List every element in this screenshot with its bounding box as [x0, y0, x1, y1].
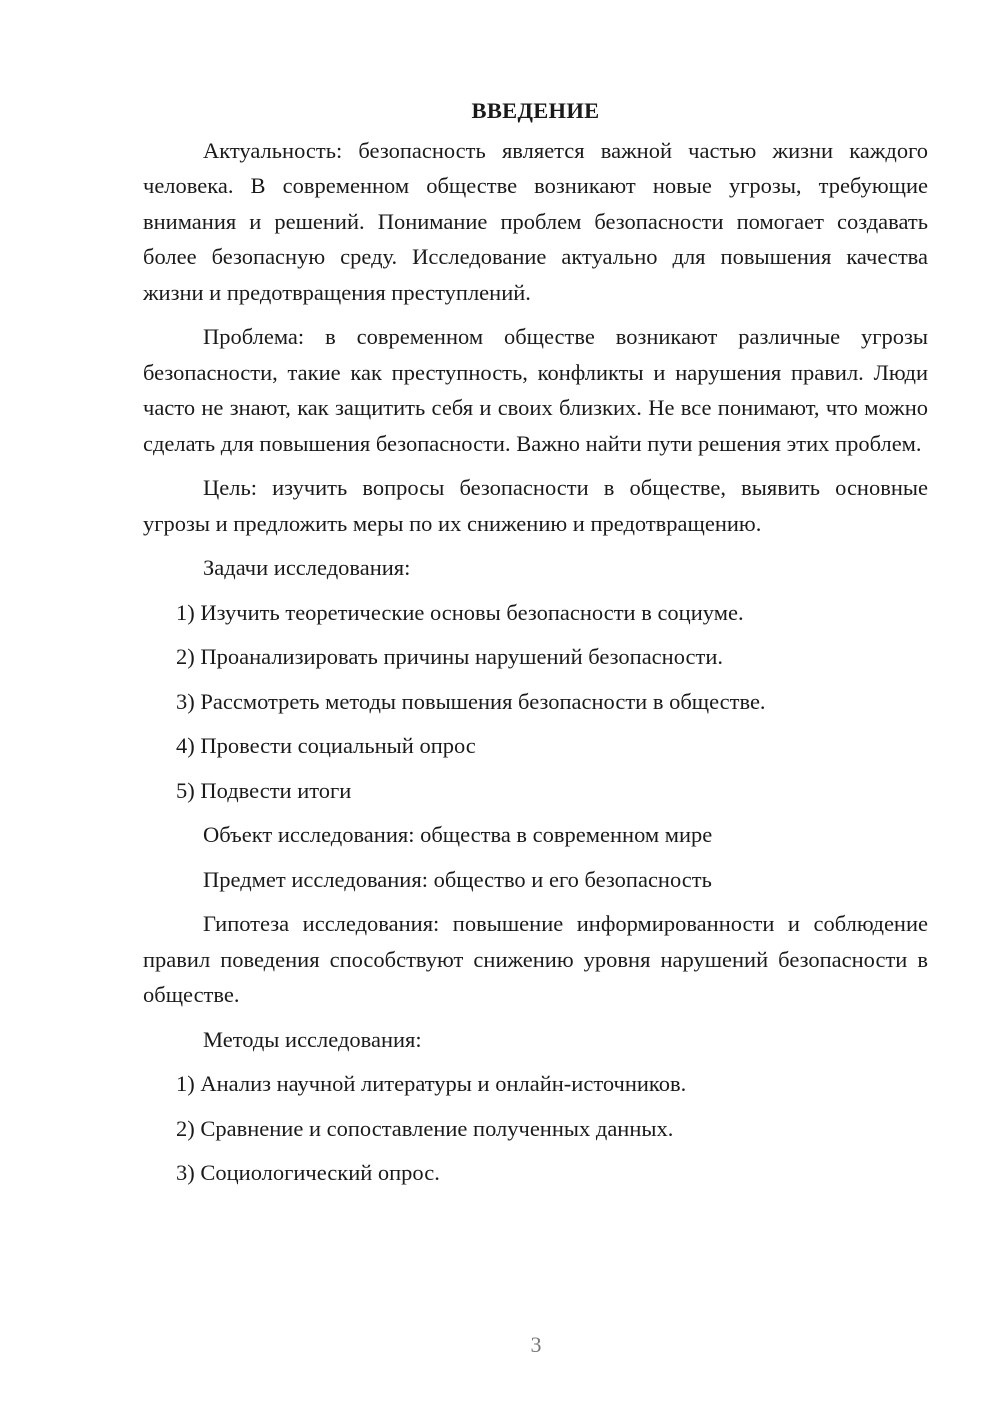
paragraph-relevance: Актуальность: безопасность является важной частью жизни каждого человека. В современном обществе возникают новые угрозы, требующие внимания и решений. Понимание проблем безопасности помогает создавать более безопасную среду. Исследование актуально для повышения качества жизни и предотвращения преступлений.	[143, 137, 928, 305]
page-number: 3	[530, 1332, 542, 1357]
list-item: 5) Подвести итоги	[176, 777, 352, 803]
paragraph-goal: Цель: изучить вопросы безопасности в обществе, выявить основные угрозы и предложить меры по их снижению и предотвращению.	[143, 475, 928, 536]
list-item: 2) Сравнение и сопоставление полученных данных.	[176, 1115, 674, 1141]
tasks-heading: Задачи исследования:	[203, 555, 411, 580]
paragraph-hypothesis: Гипотеза исследования: повышение информированности и соблюдение правил поведения способствуют снижению уровня нарушений безопасности в обществе.	[143, 911, 928, 1007]
page-title: ВВЕДЕНИЕ	[471, 98, 600, 123]
paragraph-problem: Проблема: в современном обществе возникают различные угрозы безопасности, такие как преступность, конфликты и нарушения правил. Люди часто не знают, как защитить себя и своих близких. Не все понимают, что можно сделать для повышения безопасности. Важно найти пути решения этих проблем.	[143, 324, 928, 456]
paragraph-object: Объект исследования: общества в современном мире	[203, 822, 713, 847]
list-item: 1) Анализ научной литературы и онлайн-источников.	[176, 1071, 687, 1096]
document-body	[143, 93, 928, 1200]
tasks-list	[143, 595, 928, 809]
methods-list	[143, 1066, 928, 1191]
list-item: 1) Изучить теоретические основы безопасности в социуме.	[176, 599, 744, 625]
paragraph-subject: Предмет исследования: общество и его безопасность	[203, 866, 712, 892]
list-item: 2) Проанализировать причины нарушений безопасности.	[176, 644, 724, 669]
methods-heading: Методы исследования:	[203, 1026, 422, 1052]
list-item: 3) Рассмотреть методы повышения безопасности в обществе.	[176, 688, 766, 714]
list-item: 4) Провести социальный опрос	[176, 733, 476, 758]
list-item: 3) Социологический опрос.	[176, 1160, 440, 1185]
